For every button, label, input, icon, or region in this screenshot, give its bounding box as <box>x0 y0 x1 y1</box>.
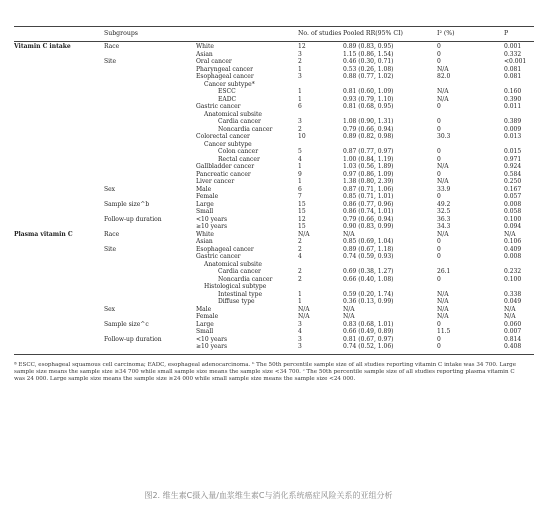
table-cell-col7: 0.094 <box>504 223 522 230</box>
table-cell-col7: 0.008 <box>504 253 522 260</box>
table-cell-col3: Diffuse type <box>218 298 255 305</box>
table-cell-col3: Esophageal cancer <box>196 73 254 80</box>
figure-caption: 图2. 维生素C摄入量/血浆维生素C与消化系统癌症风险关系的亚组分析 <box>144 491 393 500</box>
table-cell-col6: 0 <box>437 245 441 253</box>
table-cell-col5: 0.89 (0.82, 0.98) <box>343 133 394 140</box>
table-cell-col3: Female <box>196 193 219 200</box>
table-cell-col7: 0.013 <box>504 133 522 140</box>
table-cell-col7: 0.232 <box>504 268 522 275</box>
table-cell-col3: Asian <box>196 238 213 245</box>
table-cell-col4: 4 <box>298 253 302 260</box>
table-cell-col6: N/A <box>437 95 449 103</box>
table-cell-col2: Sex <box>104 185 116 193</box>
table-cell-col4: 15 <box>298 223 306 230</box>
table-cell-col3: Asian <box>196 50 213 58</box>
table-cell-col3: ESCC <box>218 88 236 95</box>
table-top-rule <box>14 26 534 27</box>
table-cell-col5: 0.86 (0.77, 0.96) <box>343 200 394 208</box>
table-cell-col5: 0.53 (0.26, 1.08) <box>343 65 394 73</box>
table-cell-col6: 34.3 <box>437 223 451 230</box>
table-cell-col3: Large <box>196 200 214 208</box>
table-cell-col7: N/A <box>504 230 516 238</box>
table-cell-col6: 0 <box>437 193 441 200</box>
table-cell-col3: Cardia cancer <box>218 118 261 125</box>
table-cell-col7: 0.584 <box>504 170 522 178</box>
table-cell-col7: 0.008 <box>504 200 522 208</box>
table-cell-col5: 0.86 (0.74, 1.01) <box>343 208 394 215</box>
table-cell-col7: N/A <box>504 305 516 313</box>
table-cell-col6: N/A <box>437 305 449 313</box>
table-cell-col5: 0.66 (0.49, 0.89) <box>343 328 394 335</box>
table-cell-col7: 0.081 <box>504 65 522 73</box>
table-cell-col3: Small <box>196 208 214 215</box>
table-cell-col6: 49.2 <box>437 200 451 208</box>
table-cell-col3: Rectal cancer <box>218 155 260 163</box>
table-cell-col4: 1 <box>298 298 302 305</box>
table-cell-col7: 0.250 <box>504 178 522 185</box>
table-cell-col5: 0.59 (0.20, 1.74) <box>343 290 394 298</box>
table-cell-col4: 1 <box>298 178 302 185</box>
table-cell-col4: 4 <box>298 328 302 335</box>
table-cell-col7: 0.015 <box>504 148 522 155</box>
table-cell-col1: Vitamin C intake <box>14 43 71 50</box>
table-cell-col4: 6 <box>298 103 302 110</box>
table-cell-col2: Follow-up duration <box>104 215 162 223</box>
table-cell-col7: 0.057 <box>504 193 522 200</box>
table-cell-col4: 3 <box>298 335 302 343</box>
table-cell-col4: 1 <box>298 95 302 103</box>
table-cell-col3: Cardia cancer <box>218 268 261 275</box>
table-cell-col6: 0 <box>437 148 441 155</box>
table-cell-col4: 15 <box>298 200 306 208</box>
table-cell-col4: 7 <box>298 193 302 200</box>
table-cell-col3: ≥10 years <box>196 343 228 350</box>
table-cell-col7: 0.338 <box>504 290 522 298</box>
table-cell-col4: 10 <box>298 133 306 140</box>
table-cell-col5: 0.36 (0.13, 0.99) <box>343 298 394 305</box>
table-cell-col6: 0 <box>437 253 441 260</box>
table-cell-col7: 0.001 <box>504 43 522 50</box>
table-cell-col3: Gastric cancer <box>196 253 241 260</box>
table-cell-col3: <10 years <box>196 215 228 223</box>
table-cell-col5: N/A <box>343 313 355 320</box>
table-cell-col6: 0 <box>437 343 441 350</box>
table-cell-col7: 0.100 <box>504 215 522 223</box>
table-cell-col6: 0 <box>437 50 441 58</box>
table-cell-col5: 0.88 (0.77, 1.02) <box>343 73 394 80</box>
table-cell-col7: 0.408 <box>504 343 522 350</box>
table-cell-col4: 2 <box>298 238 302 245</box>
header-p: P <box>504 30 509 37</box>
table-cell-col7: 0.106 <box>504 238 522 245</box>
header-pooled-rr: Pooled RR(95% CI) <box>343 30 403 37</box>
table-cell-col6: 0 <box>437 43 441 50</box>
table-cell-col3: Oral cancer <box>196 58 232 65</box>
table-cell-col5: 0.85 (0.71, 1.01) <box>343 193 394 200</box>
table-cell-col2: Race <box>104 230 120 238</box>
table-cell-col4: 1 <box>298 65 302 73</box>
table-cell-col5: 0.87 (0.71, 1.06) <box>343 185 394 193</box>
table-cell-col1: Plasma vitamin C <box>14 230 73 238</box>
table-cell-col7: 0.924 <box>504 163 522 170</box>
table-cell-col3: Male <box>196 305 212 313</box>
table-cell-col7: 0.389 <box>504 118 522 125</box>
table-cell-col3: Liver cancer <box>196 178 235 185</box>
table-cell-col6: 26.1 <box>437 268 451 275</box>
table-cell-col5: 0.79 (0.66, 0.94) <box>343 215 394 223</box>
table-cell-col4: 6 <box>298 185 302 193</box>
table-cell-col4: 2 <box>298 125 302 133</box>
table-cell-col5: 0.87 (0.77, 0.97) <box>343 148 394 155</box>
table-cell-col3: Male <box>196 185 212 193</box>
table-cell-col6: N/A <box>437 178 449 185</box>
table-cell-col6: 32.5 <box>437 208 451 215</box>
table-cell-col3: White <box>196 43 214 50</box>
table-header <box>14 29 534 39</box>
table-cell-col4: 9 <box>298 170 302 178</box>
table-cell-col7: 0.814 <box>504 335 522 343</box>
table-cell-col7: 0.009 <box>504 125 522 133</box>
table-cell-col2: Sample size^b <box>104 200 150 208</box>
table-cell-col5: 0.89 (0.67, 1.18) <box>343 245 394 253</box>
table-cell-col4: 12 <box>298 43 306 50</box>
table-cell-col4: 5 <box>298 148 302 155</box>
table-cell-col4: 2 <box>298 245 302 253</box>
table-cell-col2: Follow-up duration <box>104 335 162 343</box>
table-cell-col7: 0.100 <box>504 275 522 283</box>
table-cell-col7: 0.011 <box>504 103 522 110</box>
table-cell-col3: <10 years <box>196 335 228 343</box>
table-cell-col4: 3 <box>298 320 302 328</box>
table-cell-col6: 0 <box>437 320 441 328</box>
table-cell-col5: 0.90 (0.83, 0.99) <box>343 223 394 230</box>
table-cell-col4: 2 <box>298 268 302 275</box>
table-cell-col5: 0.66 (0.40, 1.08) <box>343 275 394 283</box>
table-cell-col4: N/A <box>298 230 310 238</box>
table-cell-col3: Colon cancer <box>218 148 259 155</box>
table-cell-col2: Site <box>104 58 116 65</box>
table-cell-col6: 0 <box>437 238 441 245</box>
table-footnote: ª ESCC, esophageal squamous cell carcinoma; EADC, esophageal adenocarcinoma. ᵇ The 50th percentile sample size of all studies reporting vitamin C intake was 34 700. Large sample size means the sample size ≥34 700 while small sample size means the sample size <34 700. ᶜ The 50th percentile sample size of all studies reporting plasma vitamin C was 24 000. Large sample size means the sample size ≥24 000 while small sample size means the sample size <24 000. <box>14 361 517 382</box>
table-cell-col3: Anatomical subsite <box>204 110 262 118</box>
table-cell-col4: 1 <box>298 290 302 298</box>
header-i2: I² (%) <box>437 30 455 37</box>
table-cell-col5: 1.38 (0.80, 2.39) <box>343 178 394 185</box>
table-cell-col7: N/A <box>504 313 516 320</box>
table-cell-col3: Intestinal type <box>218 290 263 298</box>
table-cell-col5: 0.74 (0.52, 1.06) <box>343 343 394 350</box>
table-cell-col4: 12 <box>298 215 306 223</box>
table-cell-col7: 0.160 <box>504 88 522 95</box>
table-cell-col7: 0.058 <box>504 208 522 215</box>
table-cell-col6: 0 <box>437 170 441 178</box>
table-cell-col7: 0.081 <box>504 73 522 80</box>
table-cell-col5: 0.79 (0.66, 0.94) <box>343 125 394 133</box>
table-cell-col3: EADC <box>218 95 237 103</box>
header-no-of-studies: No. of studies <box>298 30 342 37</box>
table-cell-col4: 2 <box>298 275 302 283</box>
table-row <box>14 343 534 351</box>
table-cell-col4: 1 <box>298 163 302 170</box>
table-cell-col7: <0.001 <box>504 58 527 65</box>
table-cell-col4: 3 <box>298 73 302 80</box>
table-cell-col6: 0 <box>437 125 441 133</box>
table-cell-col4: N/A <box>298 313 310 320</box>
table-cell-col6: N/A <box>437 313 449 320</box>
table-cell-col5: N/A <box>343 230 355 238</box>
table-cell-col5: 0.81 (0.68, 0.95) <box>343 103 394 110</box>
table-cell-col3: Anatomical subsite <box>204 260 262 268</box>
table-cell-col3: Noncardia cancer <box>218 125 273 133</box>
table-cell-col3: Noncardia cancer <box>218 275 273 283</box>
table-cell-col3: Small <box>196 328 214 335</box>
table-cell-col5: 0.74 (0.59, 0.93) <box>343 253 394 260</box>
table-cell-col4: 3 <box>298 50 302 58</box>
table-header-rule <box>14 41 534 42</box>
table-cell-col3: White <box>196 230 214 238</box>
table-cell-col5: 0.97 (0.86, 1.09) <box>343 170 394 178</box>
table-cell-col5: 1.15 (0.86, 1.54) <box>343 50 394 58</box>
table-cell-col3: Esophageal cancer <box>196 245 254 253</box>
table-cell-col6: 82.0 <box>437 73 451 80</box>
table-cell-col3: Cancer subtype <box>204 140 252 148</box>
table-cell-col5: 1.08 (0.90, 1.31) <box>343 118 394 125</box>
table-cell-col6: N/A <box>437 230 449 238</box>
table-cell-col4: 2 <box>298 58 302 65</box>
table-cell-col5: 1.00 (0.84, 1.19) <box>343 155 394 163</box>
table-cell-col5: 0.81 (0.60, 1.09) <box>343 88 394 95</box>
table-cell-col3: Large <box>196 320 214 328</box>
table-cell-col3: Colorectal cancer <box>196 133 250 140</box>
table-cell-col2: Site <box>104 245 116 253</box>
table-cell-col6: N/A <box>437 65 449 73</box>
table-cell-col6: 0 <box>437 155 441 163</box>
table-cell-col3: Gallbladder cancer <box>196 163 255 170</box>
header-subgroups: Subgroups <box>104 30 138 37</box>
table-cell-col6: 30.3 <box>437 133 451 140</box>
table-cell-col3: Pharyngeal cancer <box>196 65 253 73</box>
table-cell-col6: N/A <box>437 298 449 305</box>
table-cell-col6: N/A <box>437 88 449 95</box>
table-cell-col4: 1 <box>298 88 302 95</box>
table-cell-col5: 0.83 (0.68, 1.01) <box>343 320 394 328</box>
table-cell-col6: 33.9 <box>437 185 451 193</box>
table-cell-col3: Female <box>196 313 219 320</box>
table-cell-col7: 0.409 <box>504 245 522 253</box>
table-cell-col3: Gastric cancer <box>196 103 241 110</box>
table-cell-col6: 11.5 <box>437 328 451 335</box>
table-cell-col5: 0.93 (0.79, 1.10) <box>343 95 394 103</box>
table-cell-col5: 0.81 (0.67, 0.97) <box>343 335 394 343</box>
table-bottom-rule <box>14 354 534 355</box>
table-cell-col6: 0 <box>437 103 441 110</box>
table-cell-col4: 3 <box>298 343 302 350</box>
table-cell-col7: 0.049 <box>504 298 522 305</box>
table-cell-col3: Cancer subtype* <box>204 80 255 88</box>
table-cell-col5: 0.46 (0.30, 0.71) <box>343 58 394 65</box>
table-cell-col6: 0 <box>437 58 441 65</box>
table-cell-col7: 0.060 <box>504 320 522 328</box>
table-cell-col6: N/A <box>437 290 449 298</box>
table-cell-col5: N/A <box>343 305 355 313</box>
table-cell-col7: 0.167 <box>504 185 522 193</box>
table-cell-col7: 0.971 <box>504 155 522 163</box>
table-cell-col4: 15 <box>298 208 306 215</box>
table-cell-col4: 4 <box>298 155 302 163</box>
table-cell-col6: N/A <box>437 163 449 170</box>
table-cell-col4: N/A <box>298 305 310 313</box>
table-cell-col5: 1.03 (0.56, 1.89) <box>343 163 394 170</box>
table-cell-col6: 36.3 <box>437 215 451 223</box>
table-cell-col5: 0.89 (0.83, 0.95) <box>343 43 394 50</box>
table-cell-col7: 0.332 <box>504 50 522 58</box>
table-cell-col2: Race <box>104 43 120 50</box>
table-cell-col6: 0 <box>437 275 441 283</box>
table-cell-col2: Sex <box>104 305 116 313</box>
table-cell-col3: Pancreatic cancer <box>196 170 251 178</box>
table-cell-col7: 0.007 <box>504 328 522 335</box>
table-cell-col5: 0.85 (0.69, 1.04) <box>343 238 394 245</box>
table-cell-col7: 0.390 <box>504 95 522 103</box>
table-cell-col2: Sample size^c <box>104 320 149 328</box>
table-cell-col6: 0 <box>437 335 441 343</box>
table-cell-col4: 3 <box>298 118 302 125</box>
table-cell-col3: ≥10 years <box>196 223 228 230</box>
table-cell-col6: 0 <box>437 118 441 125</box>
table-cell-col5: 0.69 (0.38, 1.27) <box>343 268 394 275</box>
table-cell-col3: Histological subtype <box>204 283 267 290</box>
